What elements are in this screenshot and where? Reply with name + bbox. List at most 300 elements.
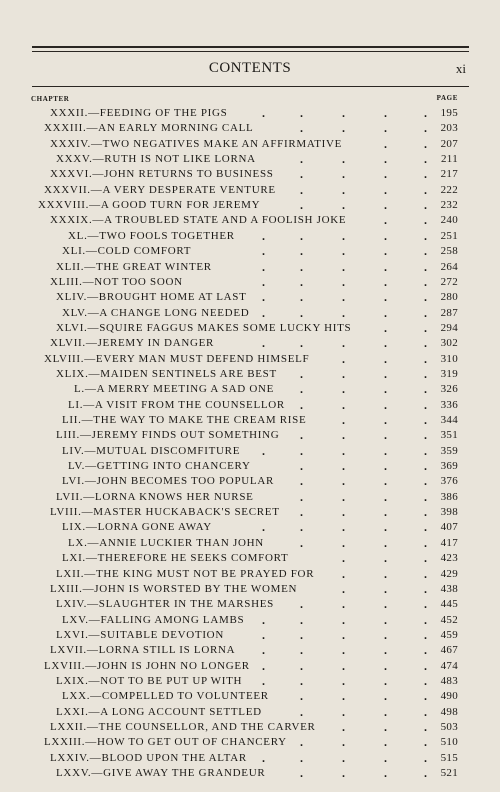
leader-dot: . [300,290,304,305]
chapter-title: LXVII.—LORNA STILL IS LORNA [50,644,236,657]
chapter-page-number: 207 [440,137,458,150]
leader-dot: . [342,489,346,504]
leader-dot: . [384,443,388,458]
leader-dot: . [424,551,428,566]
chapter-page-number: 515 [440,751,458,764]
leader-dot: . [300,244,304,259]
leader-dot: . [384,505,388,520]
chapter-title: LXXIV.—BLOOD UPON THE ALTAR [50,751,247,764]
leader-dot: . [342,428,346,443]
contents-entry [0,368,500,383]
chapter-title: LXI.—THEREFORE HE SEEKS COMFORT [62,552,289,565]
leader-dot: . [384,720,388,734]
contents-entry [0,660,500,675]
contents-entry [0,307,500,322]
contents-entry [0,644,500,659]
leader-dot: . [342,597,346,612]
leader-dot: . [384,320,388,335]
chapter-page-number: 490 [440,690,458,703]
leader-dot: . [424,720,428,734]
leader-dot: . [342,750,346,765]
header-rule [32,86,469,87]
contents-entry [0,445,500,460]
chapter-title: LIV.—MUTUAL DISCOMFITURE [62,444,241,457]
chapter-title: XLIII.—NOT TOO SOON [50,275,183,288]
leader-dot: . [342,152,346,167]
leader-dot: . [424,750,428,765]
chapter-page-number: 222 [440,183,458,196]
chapter-title: XXXVI.—JOHN RETURNS TO BUSINESS [50,168,274,181]
contents-entry [0,537,500,552]
leader-dot: . [300,382,304,397]
contents-entry [0,460,500,475]
chapter-title: LXIX.—NOT TO BE PUT UP WITH [56,674,243,687]
leader-dot: . [384,459,388,474]
leader-dot: . [424,428,428,443]
chapter-page-number: 459 [440,628,458,641]
leader-dot: . [262,750,266,765]
chapter-title: LXIII.—JOHN IS WORSTED BY THE WOMEN [50,582,298,595]
leader-dot: . [384,658,388,673]
leader-dot: . [424,106,428,120]
leader-dot: . [384,136,388,151]
leader-dot: . [262,106,266,120]
chapter-page-number: 483 [440,674,458,687]
leader-dot: . [262,259,266,274]
chapter-page-number: 407 [440,521,458,534]
chapter-title: LXVI.—SUITABLE DEVOTION [56,628,224,641]
leader-dot: . [342,520,346,535]
leader-dot: . [342,274,346,289]
chapter-title: XXXV.—RUTH IS NOT LIKE LORNA [56,153,256,166]
leader-dot: . [384,290,388,305]
leader-dot: . [300,735,304,750]
leader-dot: . [300,643,304,658]
leader-dot: . [262,673,266,688]
leader-dot: . [424,673,428,688]
leader-dot: . [300,489,304,504]
leader-dot: . [424,382,428,397]
contents-entry [0,322,500,337]
leader-dot: . [262,612,266,627]
leader-dot: . [384,351,388,366]
leader-dot: . [342,397,346,412]
leader-dot: . [424,167,428,182]
leader-dot: . [300,443,304,458]
leader-dot: . [424,581,428,596]
leader-dot: . [342,182,346,197]
leader-dot: . [384,612,388,627]
leader-dot: . [300,766,304,781]
chapter-page-number: 369 [440,460,458,473]
leader-dot: . [424,336,428,351]
chapter-title: LV.—GETTING INTO CHANCERY [68,460,251,473]
leader-dot: . [342,505,346,520]
chapter-page-number: 287 [440,306,458,319]
leader-dot: . [300,520,304,535]
chapter-page-number: 398 [440,506,458,519]
leader-dot: . [384,121,388,136]
chapter-title: XXXIII.—AN EARLY MORNING CALL [44,122,254,135]
leader-dot: . [342,581,346,596]
chapter-page-number: 445 [440,598,458,611]
chapter-page-number: 203 [440,122,458,135]
contents-entry [0,767,500,782]
chapter-page-number: 302 [440,337,458,350]
leader-dot: . [342,382,346,397]
chapter-page-number: 232 [440,199,458,212]
contents-entry [0,153,500,168]
leader-dot: . [300,658,304,673]
leader-dot: . [262,443,266,458]
chapter-page-number: 280 [440,291,458,304]
contents-entry [0,245,500,260]
chapter-title: XLI.—COLD COMFORT [62,245,192,258]
page-title: CONTENTS [208,60,292,76]
chapter-page-number: 429 [440,567,458,580]
chapter-title: XXXIX.—A TROUBLED STATE AND A FOOLISH JOKE [50,214,347,227]
contents-entry [0,736,500,751]
leader-dot: . [384,397,388,412]
chapter-page-number: 503 [440,721,458,733]
leader-dot: . [342,259,346,274]
chapter-title: LI.—A VISIT FROM THE COUNSELLOR [68,398,285,411]
chapter-title: LX.—ANNIE LUCKIER THAN JOHN [68,536,264,549]
contents-entry [0,122,500,137]
leader-dot: . [342,413,346,427]
chapter-page-number: 474 [440,659,458,672]
chapter-title: LXXIII.—HOW TO GET OUT OF CHANCERY [44,736,287,749]
chapter-page-number: 336 [440,398,458,411]
leader-dot: . [384,535,388,550]
chapter-title: LIX.—LORNA GONE AWAY [62,521,212,534]
leader-dot: . [262,520,266,535]
chapter-page-number: 195 [440,107,458,119]
leader-dot: . [342,735,346,750]
chapter-page-number: 498 [440,705,458,718]
leader-dot: . [342,643,346,658]
leader-dot: . [424,612,428,627]
chapter-page-number: 294 [440,321,458,334]
leader-dot: . [424,198,428,213]
leader-dot: . [342,566,346,581]
chapter-title: LXX.—COMPELLED TO VOLUNTEER [62,690,269,703]
chapter-title: XLV.—A CHANGE LONG NEEDED [62,306,250,319]
contents-entry [0,752,500,767]
chapter-page-number: 386 [440,490,458,503]
leader-dot: . [342,535,346,550]
chapter-page-number: 251 [440,229,458,242]
contents-entry [0,107,500,122]
leader-dot: . [384,213,388,228]
leader-dot: . [342,658,346,673]
contents-entry [0,261,500,276]
leader-dot: . [384,182,388,197]
chapter-title: XXXVII.—A VERY DESPERATE VENTURE [44,183,276,196]
contents-entry [0,614,500,629]
leader-dot: . [300,505,304,520]
leader-dot: . [300,336,304,351]
leader-dot: . [384,673,388,688]
page-number: xi [455,61,466,76]
top-rule [32,46,469,48]
leader-dot: . [424,704,428,719]
leader-dot: . [424,351,428,366]
contents-entry [0,598,500,613]
leader-dot: . [384,152,388,167]
leader-dot: . [384,198,388,213]
leader-dot: . [300,750,304,765]
contents-entry [0,552,500,567]
column-heading-page: PAGE [436,94,458,102]
leader-dot: . [384,336,388,351]
leader-dot: . [342,167,346,182]
chapter-title: XXXIV.—TWO NEGATIVES MAKE AN AFFIRMATIVE [50,137,343,150]
leader-dot: . [342,290,346,305]
leader-dot: . [300,627,304,642]
leader-dot: . [342,336,346,351]
leader-dot: . [342,106,346,120]
leader-dot: . [384,581,388,596]
chapter-page-number: 264 [440,260,458,273]
leader-dot: . [262,643,266,658]
chapter-page-number: 258 [440,245,458,258]
leader-dot: . [300,474,304,489]
leader-dot: . [300,428,304,443]
leader-dot: . [424,474,428,489]
contents-entry [0,383,500,398]
leader-dot: . [424,520,428,535]
leader-dot: . [384,366,388,381]
leader-dot: . [342,198,346,213]
contents-entry [0,291,500,306]
leader-dot: . [424,274,428,289]
leader-dot: . [384,259,388,274]
contents-entry [0,184,500,199]
leader-dot: . [342,305,346,320]
leader-dot: . [424,766,428,781]
leader-dot: . [424,597,428,612]
chapter-page-number: 326 [440,383,458,396]
chapter-title: XL.—TWO FOOLS TOGETHER [68,229,235,242]
leader-dot: . [384,106,388,120]
leader-dot: . [424,259,428,274]
chapter-title: LVII.—LORNA KNOWS HER NURSE [56,490,254,503]
leader-dot: . [424,121,428,136]
leader-dot: . [424,505,428,520]
chapter-title: XXXII.—FEEDING OF THE PIGS [50,107,228,119]
contents-entry [0,353,500,368]
chapter-title: LXXV.—GIVE AWAY THE GRANDEUR [56,767,266,780]
leader-dot: . [300,597,304,612]
chapter-page-number: 351 [440,429,458,442]
chapter-title: XLIX.—MAIDEN SENTINELS ARE BEST [56,367,277,380]
leader-dot: . [342,720,346,734]
leader-dot: . [300,121,304,136]
leader-dot: . [342,627,346,642]
contents-entry [0,276,500,291]
chapter-page-number: 438 [440,582,458,595]
leader-dot: . [262,290,266,305]
leader-dot: . [424,397,428,412]
leader-dot: . [384,520,388,535]
leader-dot: . [424,290,428,305]
chapter-page-number: 467 [440,644,458,657]
chapter-title: LXXII.—THE COUNSELLOR, AND THE CARVER [50,721,316,733]
leader-dot: . [342,443,346,458]
chapter-title: XXXVIII.—A GOOD TURN FOR JEREMY [38,199,261,212]
contents-entry [0,506,500,521]
chapter-page-number: 310 [440,352,458,365]
leader-dot: . [384,428,388,443]
leader-dot: . [424,566,428,581]
leader-dot: . [262,244,266,259]
leader-dot: . [384,382,388,397]
contents-entry [0,429,500,444]
leader-dot: . [262,274,266,289]
chapter-title: LVI.—JOHN BECOMES TOO POPULAR [62,475,275,488]
leader-dot: . [384,704,388,719]
chapter-title: LII.—THE WAY TO MAKE THE CREAM RISE [62,414,307,426]
leader-dot: . [384,413,388,427]
chapter-page-number: 240 [440,214,458,227]
leader-dot: . [300,459,304,474]
leader-dot: . [424,213,428,228]
leader-dot: . [262,228,266,243]
leader-dot: . [342,551,346,566]
chapter-page-number: 272 [440,275,458,288]
leader-dot: . [342,366,346,381]
chapter-title: XLVI.—SQUIRE FAGGUS MAKES SOME LUCKY HITS [56,321,352,334]
leader-dot: . [300,152,304,167]
contents-entry [0,706,500,721]
leader-dot: . [384,167,388,182]
leader-dot: . [384,305,388,320]
leader-dot: . [300,612,304,627]
leader-dot: . [384,597,388,612]
leader-dot: . [384,627,388,642]
contents-entry [0,521,500,536]
chapter-title: LXXI.—A LONG ACCOUNT SETTLED [56,705,262,718]
leader-dot: . [300,366,304,381]
leader-dot: . [342,351,346,366]
leader-dot: . [300,182,304,197]
leader-dot: . [300,228,304,243]
leader-dot: . [424,366,428,381]
chapter-title: LXIV.—SLAUGHTER IN THE MARSHES [56,598,274,611]
contents-entry [0,337,500,352]
leader-dot: . [300,167,304,182]
chapter-page-number: 423 [440,552,458,565]
leader-dot: . [384,474,388,489]
chapter-page-number: 319 [440,367,458,380]
leader-dot: . [342,244,346,259]
leader-dot: . [424,459,428,474]
leader-dot: . [384,689,388,704]
leader-dot: . [384,766,388,781]
chapter-page-number: 217 [440,168,458,181]
leader-dot: . [342,766,346,781]
leader-dot: . [342,704,346,719]
chapter-title: L.—A MERRY MEETING A SAD ONE [74,383,275,396]
leader-dot: . [384,274,388,289]
chapter-page-number: 344 [440,414,458,426]
leader-dot: . [300,274,304,289]
leader-dot: . [384,489,388,504]
chapter-title: LVIII.—MASTER HUCKABACK'S SECRET [50,506,280,519]
chapter-title: LXII.—THE KING MUST NOT BE PRAYED FOR [56,567,315,580]
chapter-page-number: 417 [440,536,458,549]
leader-dot: . [342,689,346,704]
contents-entry [0,475,500,490]
leader-dot: . [384,643,388,658]
contents-entry [0,168,500,183]
leader-dot: . [300,673,304,688]
contents-entry [0,721,500,736]
top-rule-thin [32,51,469,52]
contents-entry [0,214,500,229]
leader-dot: . [300,535,304,550]
leader-dot: . [424,320,428,335]
contents-entry [0,399,500,414]
leader-dot: . [342,474,346,489]
contents-entry [0,690,500,705]
leader-dot: . [384,551,388,566]
leader-dot: . [424,182,428,197]
leader-dot: . [384,244,388,259]
leader-dot: . [424,658,428,673]
contents-entry [0,583,500,598]
chapter-title: XLVIII.—EVERY MAN MUST DEFEND HIMSELF [44,352,310,365]
contents-entry [0,568,500,583]
leader-dot: . [424,735,428,750]
leader-dot: . [342,121,346,136]
leader-dot: . [342,612,346,627]
leader-dot: . [424,413,428,427]
leader-dot: . [384,735,388,750]
chapter-title: LXVIII.—JOHN IS JOHN NO LONGER [44,659,250,672]
contents-entry [0,414,500,429]
chapter-page-number: 510 [440,736,458,749]
leader-dot: . [424,244,428,259]
leader-dot: . [424,305,428,320]
column-heading-chapter: CHAPTER [31,95,70,103]
leader-dot: . [424,643,428,658]
leader-dot: . [300,704,304,719]
leader-dot: . [300,689,304,704]
leader-dot: . [424,689,428,704]
chapter-page-number: 376 [440,475,458,488]
leader-dot: . [300,397,304,412]
contents-entry [0,491,500,506]
leader-dot: . [384,750,388,765]
chapter-title: LXV.—FALLING AMONG LAMBS [62,613,245,626]
chapter-page-number: 452 [440,613,458,626]
leader-dot: . [262,658,266,673]
leader-dot: . [384,228,388,243]
leader-dot: . [424,136,428,151]
contents-entry [0,675,500,690]
leader-dot: . [300,305,304,320]
leader-dot: . [424,627,428,642]
contents-entry [0,629,500,644]
leader-dot: . [262,336,266,351]
chapter-title: XLII.—THE GREAT WINTER [56,260,212,273]
leader-dot: . [424,443,428,458]
chapter-title: XLIV.—BROUGHT HOME AT LAST [56,291,247,304]
leader-dot: . [342,673,346,688]
chapter-page-number: 521 [440,767,458,780]
